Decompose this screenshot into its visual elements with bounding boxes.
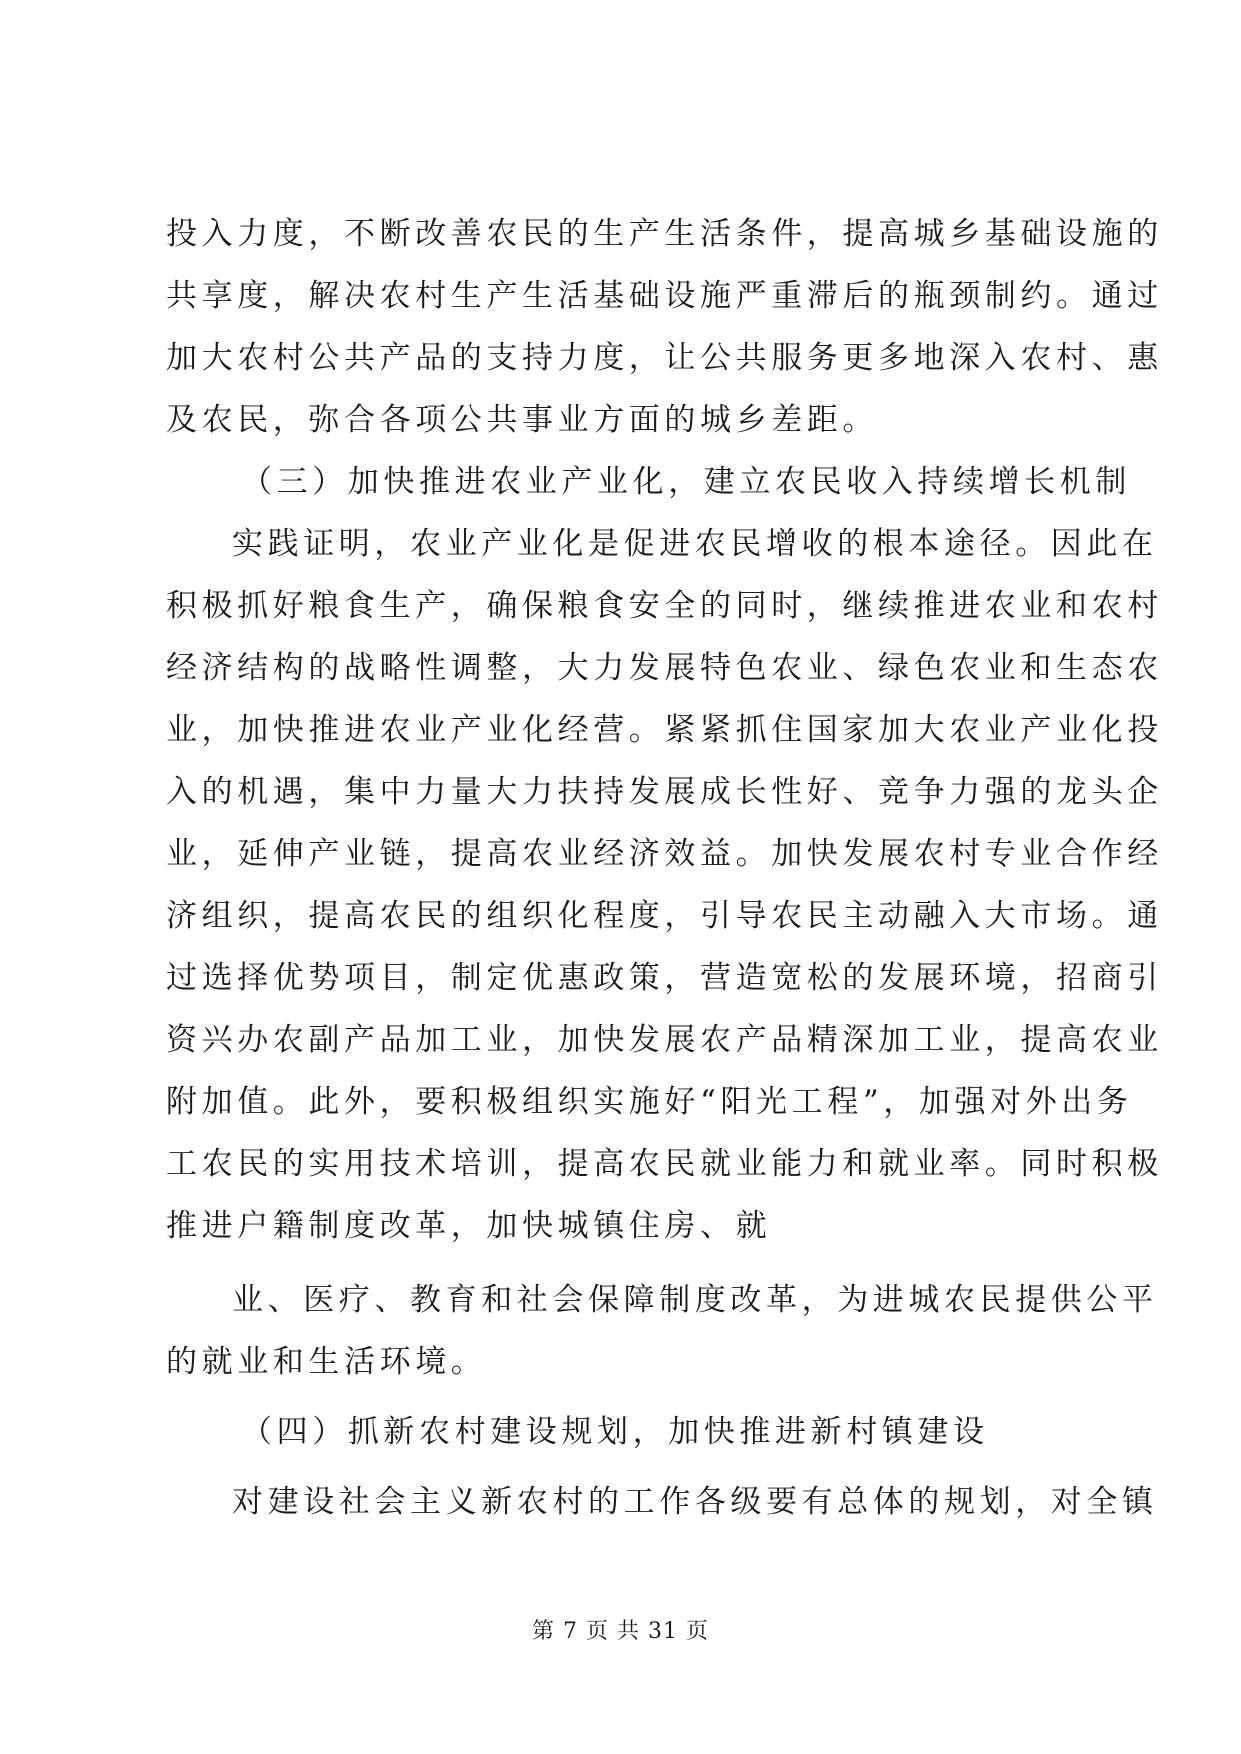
text-line: 积极抓好粮食生产，确保粮食安全的同时，继续推进农业和农村 (166, 588, 1163, 624)
text-line: 入的机遇，集中力量大力扶持发展成长性好、竞争力强的龙头企 (166, 774, 1163, 810)
text-line: 附加值。此外，要积极组织实施好“阳光工程”，加强对外出务 (166, 1084, 1133, 1120)
text-line: 经济结构的战略性调整，大力发展特色农业、绿色农业和生态农 (166, 650, 1163, 686)
section-heading: （三）加快推进农业产业化，建立农民收入持续增长机制 (241, 464, 1131, 500)
text-line: 业，加快推进农业产业化经营。紧紧抓住国家加大农业产业化投 (166, 712, 1163, 748)
text-line: 加大农村公共产品的支持力度，让公共服务更多地深入农村、惠 (166, 340, 1163, 376)
page-footer: 第 7 页 共 31 页 (532, 1619, 709, 1644)
text-line: 投入力度，不断改善农民的生产生活条件，提高城乡基础设施的 (166, 216, 1163, 252)
text-line: 推进户籍制度改革，加快城镇住房、就 (166, 1208, 772, 1244)
text-line: 工农民的实用技术培训，提高农民就业能力和就业率。同时积极 (166, 1146, 1163, 1182)
text-line: 业，延伸产业链，提高农业经济效益。加快发展农村专业合作经 (166, 836, 1163, 872)
text-line: 业、医疗、教育和社会保障制度改革，为进城农民提供公平 (232, 1282, 1158, 1318)
text-line: 的就业和生活环境。 (166, 1344, 487, 1380)
text-line: 济组织，提高农民的组织化程度，引导农民主动融入大市场。通 (166, 898, 1163, 934)
text-line: 及农民，弥合各项公共事业方面的城乡差距。 (166, 402, 878, 438)
text-line: 过选择优势项目，制定优惠政策，营造宽松的发展环境，招商引 (166, 960, 1163, 996)
section-heading: （四）抓新农村建设规划，加快推进新村镇建设 (241, 1414, 989, 1450)
text-line: 实践证明，农业产业化是促进农民增收的根本途径。因此在 (232, 526, 1158, 562)
text-line: 对建设社会主义新农村的工作各级要有总体的规划，对全镇 (232, 1484, 1158, 1520)
text-line: 资兴办农副产品加工业，加快发展农产品精深加工业，提高农业 (166, 1022, 1163, 1058)
text-line: 共享度，解决农村生产生活基础设施严重滞后的瓶颈制约。通过 (166, 278, 1163, 314)
